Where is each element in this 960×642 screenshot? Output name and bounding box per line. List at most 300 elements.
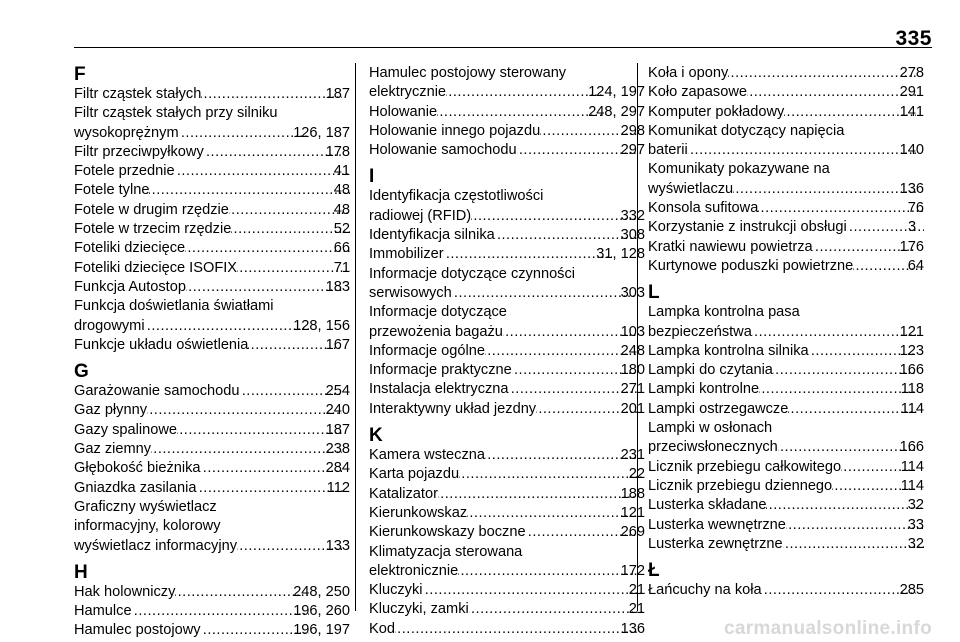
index-entry [648,581,924,600]
index-entry-row [648,103,924,122]
index-entry-text: Hamulce [74,603,132,620]
page-reference: 238 [325,441,350,458]
page-reference: 166 [899,439,924,456]
index-entry-text: Kurtynowe poduszki powietrzne [648,257,854,274]
index-entry-text: Foteliki dziecięce ISOFIX [74,259,238,276]
index-entry-text: Garażowanie samochodu [74,383,240,400]
index-entry [74,583,350,602]
index-entry-row [369,465,645,484]
index-entry-row [648,400,924,419]
page-reference: 183 [325,278,350,295]
leader-dots [759,380,917,399]
index-entry-row [369,83,645,102]
index-entry [74,421,350,440]
index-entry-text: Fotele w drugim rzędzie [74,201,229,218]
index-entry [648,361,924,380]
index-entry-text: Kluczyki [369,582,423,599]
index-entry [648,64,924,83]
index-entry-text: Karta pojazdu [369,466,460,483]
leader-dots [452,284,637,303]
leader-dots [786,516,924,535]
index-entry [648,199,924,218]
leader-dots [469,600,645,619]
leader-dots [186,278,342,297]
index-entry-text: Identyfikacja silnika [369,227,495,244]
page-reference: 140 [899,142,924,159]
index-entry-text: elektrycznie [369,84,447,101]
index-entry-text: Funkcja Autostop [74,278,186,295]
index-entry-row [369,581,645,600]
index-entry-text: Koło zapasowe [648,84,747,101]
index-entry [648,122,924,161]
index-entry-text: Głębokość bieżnika [74,460,201,477]
index-entry-text: Licznik przebiegu całkowitego [648,458,842,475]
page-reference: 285 [899,582,924,599]
index-entry-row [369,485,645,504]
index-entry [369,620,645,639]
page-reference: 269 [620,524,645,541]
page-reference: 167 [325,336,350,353]
index-entry-row [74,181,350,200]
index-entry-row [648,323,924,342]
page-reference: 187 [325,421,350,438]
index-entry-row [648,141,924,160]
leader-dots [728,64,915,83]
index-entry-text: Lampki do czytania [648,362,773,379]
header-rule [74,47,932,48]
index-entry-text: Łańcuchy na koła [648,582,762,599]
index-entry-row [74,259,350,278]
index-entry [648,257,924,276]
index-entry-row [74,220,350,239]
index-entry-text: Licznik przebiegu dziennego [648,477,833,494]
index-entry [74,143,350,162]
index-column-1 [74,64,350,641]
index-letter-heading: F [74,64,86,85]
index-entry-row [369,323,645,342]
index-entry-row [648,199,924,218]
index-entry-text: Lampki kontrolne [648,381,760,398]
index-entry-text: Komunikat dotyczący napięcia [648,122,845,139]
index-entry [74,239,350,258]
index-entry-row [648,477,924,496]
index-entry-text: Lampka kontrolna pasa [648,304,800,321]
index-entry-row [74,421,350,440]
index-entry-text: Hamulec postojowy [74,622,201,639]
page-reference: 114 [900,477,924,494]
page-reference: 103 [620,323,645,340]
page-reference: 178 [325,143,350,160]
index-entry-row [74,537,350,556]
page-reference: 123 [899,342,924,359]
index-entry [648,380,924,399]
index-entry [369,504,645,523]
leader-dots [512,361,637,380]
index-entry-row: Korzystanie z instrukcji obsługi ..... 3 [664,218,924,237]
leader-dots [438,485,637,504]
index-entry-text: Filtr przeciwpyłkowy [74,143,204,160]
index-entry-row [74,479,350,498]
index-entry [74,440,350,459]
index-entry-row [369,400,645,419]
index-entry-text: Holowanie [369,103,438,120]
leader-dots [783,535,924,554]
index-entry-text: Klimatyzacja sterowana [369,543,523,560]
index-entry-text: Immobilizer [369,246,444,263]
leader-dots [458,562,636,581]
leader-dots [149,181,349,200]
page-reference: 231 [620,447,645,464]
index-entry [648,400,924,419]
watermark: carmanualsonline.info [724,618,932,639]
index-entry [74,459,350,478]
index-entry [369,265,645,304]
page-reference: 118 [900,381,924,398]
index-entry-text: Fotele tylne [74,182,150,199]
index-entry-text: wysokoprężnym [74,124,179,141]
index-entry-row [369,226,645,245]
index-entry-text: serwisowych [369,284,452,301]
leader-dots [471,207,636,226]
index-entry-row [369,446,645,465]
index-entry-row [74,459,350,478]
leader-dots [467,504,636,523]
page-reference: 298 [620,122,645,139]
index-letter-heading: I [369,166,375,188]
index-entry [74,104,350,143]
index-entry-text: Koła i opony [648,65,729,81]
index-entry-text: Lusterka wewnętrzne [648,516,786,533]
page-reference: 297 [620,142,645,159]
index-entry-row [648,361,924,380]
leader-dots [147,401,342,420]
index-entry-text: Konsola sufitowa [648,200,759,217]
index-entry-text: informacyjny, kolorowy [74,518,221,535]
index-entry-text: bezpieczeństwa [648,323,752,340]
page-reference: 31, 128 [596,246,645,263]
leader-dots [773,361,916,380]
leader-dots [185,239,350,258]
index-entry-text: Gniazdka zasilania [74,479,197,496]
page-reference: 114 [900,458,924,475]
leader-dots [503,323,637,342]
page-reference: 128, 156 [293,317,350,334]
leader-dots [485,446,637,465]
leader-dots [485,342,637,361]
index-entry-row [369,207,645,226]
index-entry [74,181,350,200]
index-entry [74,220,350,239]
index-entry-row [369,361,645,380]
page-reference: 121 [620,504,645,521]
index-entry [648,218,924,237]
index-entry-text: Foteliki dziecięce [74,240,186,257]
index-entry-row [369,103,645,122]
index-entry [74,297,350,336]
index-entry-text: Gazy spalinowe [74,421,178,438]
page-reference: 126, 187 [293,124,350,141]
page-reference: 166 [899,362,924,379]
index-entry [648,516,924,535]
index-entry [648,160,924,199]
index-entry-text: Kratki nawiewu powietrza [648,238,813,255]
index-entry-row [74,440,350,459]
index-entry [74,162,350,181]
page-reference: 176 [899,238,924,255]
page-reference: 180 [620,362,645,379]
index-entry-text: Gaz płynny [74,402,148,419]
index-entry-row [74,621,350,640]
index-entry-text: Interaktywny układ jezdny [369,400,537,417]
index-entry [74,336,350,355]
index-entry-text: Informacje dotyczące [369,304,507,321]
index-entry-row [369,620,645,639]
page-reference: 254 [325,383,350,400]
index-entry-text: Korzystanie z instrukcji obsługi [648,219,847,236]
index-entry-row [74,162,350,181]
leader-dots [175,162,350,181]
index-entry-text: Identyfikacja częstotliwości [369,188,544,205]
page-reference: 332 [620,207,645,224]
index-entry [369,342,645,361]
index-entry-row [74,602,350,621]
index-entry [648,477,924,496]
page-reference: 141 [899,103,924,120]
index-entry-text: Hamulec postojowy sterowany [369,65,567,81]
index-entry [74,479,350,498]
index-entry [74,498,350,556]
index-entry [369,465,645,484]
page-reference: 188 [620,485,645,502]
page-reference: 172 [620,562,645,579]
index-entry-text: Graficzny wyświetlacz [74,498,217,515]
index-entry-text: Lampki w osłonach [648,420,773,437]
leader-dots [784,103,915,122]
leader-dots [517,141,637,160]
page-reference: 248, 297 [588,103,645,120]
index-entry [369,103,645,122]
leader-dots [201,85,341,104]
index-entry [369,122,645,141]
index-entry-text: Kamera wsteczna [369,447,485,464]
leader-dots [788,400,916,419]
page-reference: 121 [899,323,924,340]
index-entry [369,226,645,245]
column-divider [355,63,356,611]
index-entry [369,380,645,399]
leader-dots [459,465,645,484]
index-entry-text: Holowanie innego pojazdu [369,122,541,139]
index-entry-row [369,600,645,619]
page-reference: 308 [620,227,645,244]
index-entry-row [74,583,350,602]
page-reference: 196, 260 [293,603,350,620]
page-reference: 240 [325,402,350,419]
index-entry [648,458,924,477]
index-entry-row [648,180,924,199]
index-entry-row [648,83,924,102]
index-entry-row [648,238,924,257]
index-entry-row [648,257,924,276]
leader-dots [526,523,637,542]
index-entry [369,64,645,103]
index-entry-row [74,278,350,297]
index-entry [369,303,645,342]
index-entry [648,303,924,342]
index-entry-text: Filtr cząstek stałych [74,86,202,102]
leader-dots [747,83,916,102]
index-column-3 [648,64,924,600]
index-entry [74,278,350,297]
index-entry-text: Hak holowniczy [74,583,176,600]
index-entry [648,535,924,554]
leader-dots [177,421,342,440]
index-entry-row [74,85,350,104]
index-column-2 [369,64,645,639]
index-entry-row [369,122,645,141]
index-letter-heading: L [648,282,660,304]
index-entry [648,496,924,515]
index-entry-row [74,336,350,355]
index-entry-text: Funkcja doświetlania światłami [74,298,274,315]
index-entry [369,523,645,542]
index-entry-text: Komputer pokładowy [648,103,785,120]
page-reference: 284 [325,460,350,477]
leader-dots [395,620,637,639]
leader-dots [201,459,342,478]
leader-dots [132,602,310,621]
index-entry-text: Fotele przednie [74,163,175,180]
index-letter-heading: Ł [648,560,660,582]
index-entry-row [648,496,924,515]
index-entry-row [369,562,645,581]
index-entry [74,621,350,640]
page-number: 335 [895,27,932,50]
index-entry-row [74,201,350,220]
leader-dots [423,581,645,600]
leader-dots [151,440,342,459]
index-entry-text: Lusterka zewnętrzne [648,535,783,552]
index-entry-text: Funkcje układu oświetlenia [74,336,249,353]
index-letter-heading: G [74,361,89,383]
index-entry-row [369,523,645,542]
page-reference: 112 [326,479,350,496]
index-entry-text: Filtr cząstek stałych przy silniku [74,105,278,122]
leader-dots [437,103,604,122]
page-reference: 278 [899,65,924,81]
index-entry [648,238,924,257]
index-entry [369,600,645,619]
page-reference: 136 [620,620,645,637]
index-entry-text: przewożenia bagażu [369,323,503,340]
leader-dots [688,141,916,160]
index-letter-heading: K [369,425,383,447]
index-entry [648,103,924,122]
index-entry-row [74,382,350,401]
index-entry [369,543,645,582]
index-entry-row [74,401,350,420]
index-entry-text: Lampki ostrzegawcze [648,400,789,417]
index-entry [648,419,924,458]
column-divider [637,63,638,611]
index-entry-text: Lusterka składane [648,497,767,514]
index-entry-row [74,143,350,162]
leader-dots [762,581,916,600]
index-entry-text: Kierunkowskaz [369,504,468,521]
page-reference: 196, 197 [293,622,350,639]
index-entry-text: Fotele w trzecim rzędzie [74,221,232,238]
index-entry-text: Informacje ogólne [369,342,486,359]
leader-dots [145,317,310,336]
index-entry-text: Kod [369,620,395,637]
index-entry [369,485,645,504]
index-entry [648,342,924,361]
leader-dots [237,259,350,278]
index-entry-row [369,380,645,399]
leader-dots [197,479,343,498]
index-entry-row [648,535,924,554]
leader-dots [766,496,923,515]
leader-dots [229,201,350,220]
page-reference: 291 [899,84,924,101]
index-entry [369,446,645,465]
index-entry [74,401,350,420]
index-entry-text: Lampka kontrolna silnika [648,342,809,359]
index-entry-text: Katalizator [369,485,438,502]
index-entry-text: Holowanie samochodu [369,142,517,159]
leader-dots [446,83,604,102]
index-entry-text: Kierunkowskazy boczne [369,524,526,541]
index-entry [648,83,924,102]
index-entry-text: radiowej (RFID) [369,207,472,224]
index-entry-row [369,284,645,303]
index-entry-row [369,141,645,160]
index-entry-row [648,516,924,535]
page-reference: 133 [325,537,350,554]
leader-dots [733,180,915,199]
index-entry-text: Gaz ziemny [74,441,152,458]
index-entry-text: Informacje dotyczące czynności [369,265,576,282]
page-reference: 114 [900,400,924,417]
index-entry [369,400,645,419]
index-entry-text: elektronicznie [369,562,459,579]
index-entry-row [648,581,924,600]
index-letter-heading: H [74,561,88,583]
leader-dots [495,226,637,245]
index-entry-row [369,245,645,264]
index-entry [369,141,645,160]
page-reference: 303 [620,284,645,301]
index-entry-row [74,317,350,336]
index-entry-text: wyświetlaczu [648,180,734,197]
index-entry [369,581,645,600]
index-entry-row [369,342,645,361]
index-entry-row [648,438,924,457]
leader-dots [179,124,310,143]
index-entry-text: Komunikaty pokazywane na [648,161,830,178]
index-entry-text: Kluczyki, zamki [369,601,469,618]
index-entry [74,602,350,621]
index-entry-row [369,504,645,523]
index-entry [369,361,645,380]
page-reference: 271 [620,381,645,398]
index-entry [369,187,645,226]
index-entry-text: Instalacja elektryczna [369,381,509,398]
index-entry-text: Informacje praktyczne [369,362,512,379]
index-entry-text: wyświetlacz informacyjny [74,537,238,554]
leader-dots [204,143,342,162]
page-reference: 248, 250 [293,583,350,600]
